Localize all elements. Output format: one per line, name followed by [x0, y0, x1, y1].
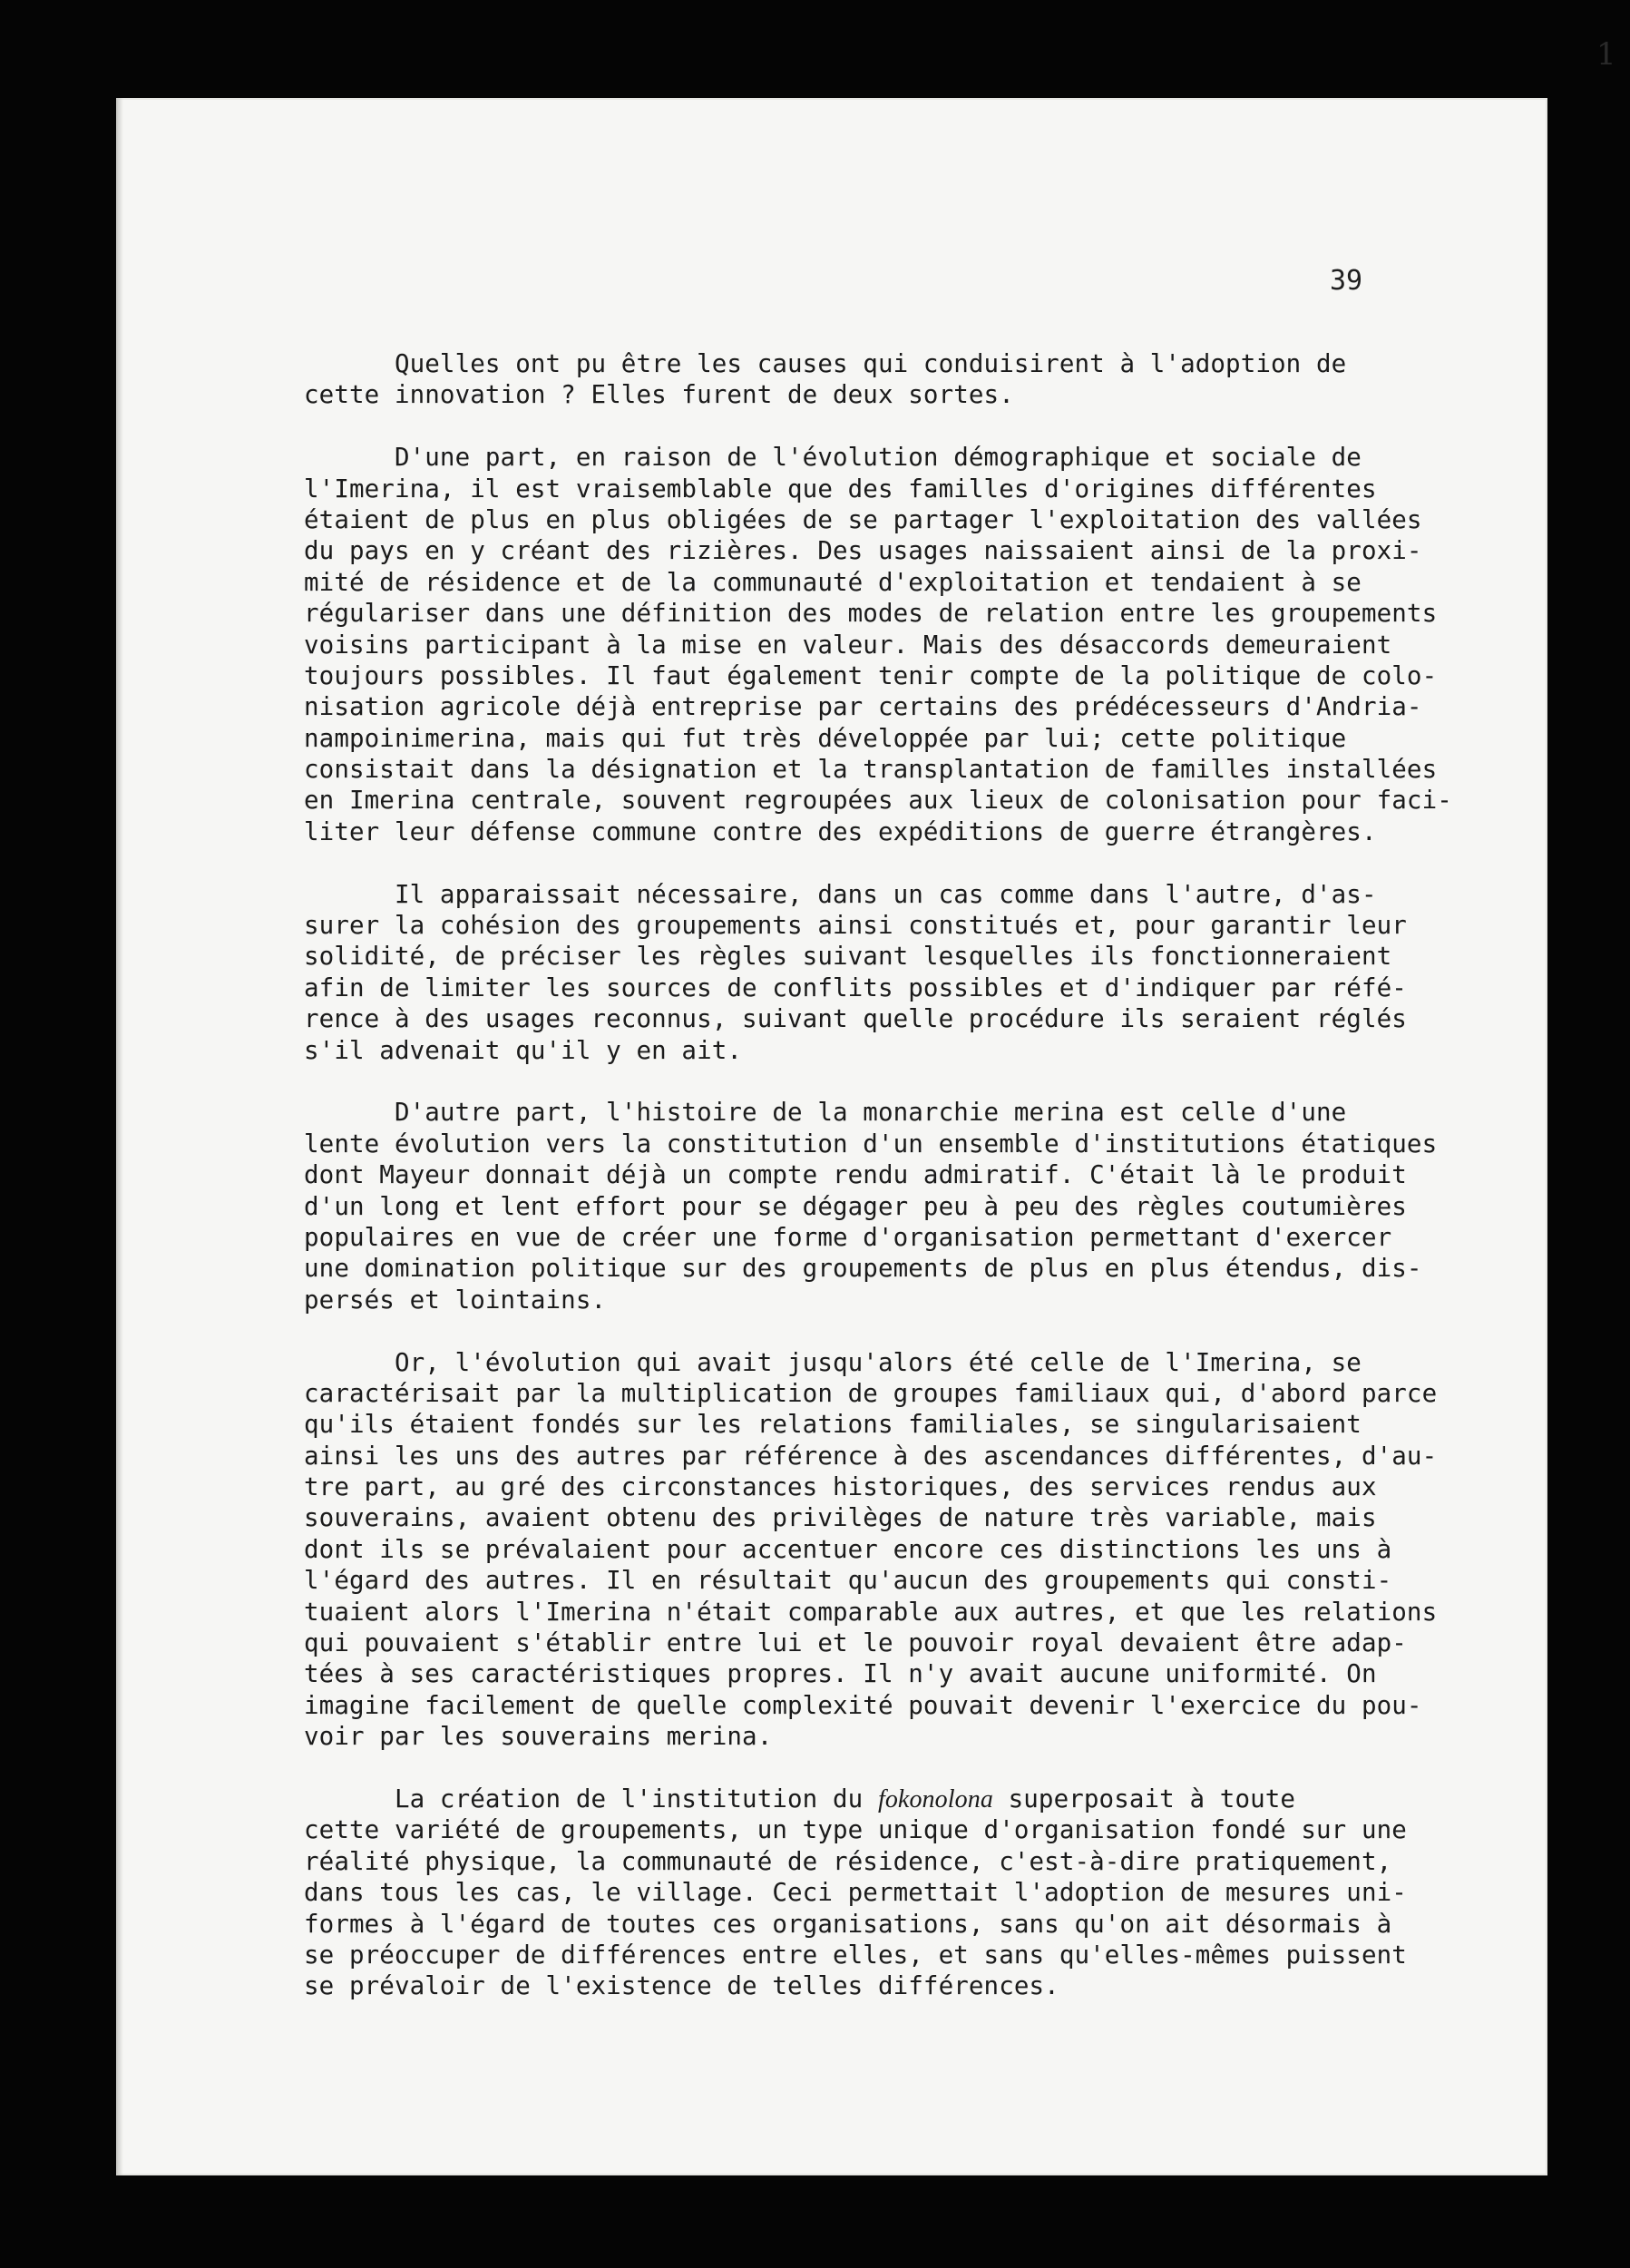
text-line: persés et lointains. — [304, 1285, 607, 1315]
text-line: l'égard des autres. Il en résultait qu'aucun des groupements qui consti- — [304, 1566, 1392, 1596]
text-line: l'Imerina, il est vraisemblable que des familles d'origines différentes — [304, 474, 1377, 503]
text-line: du pays en y créant des rizières. Des usages naissaient ainsi de la proxi- — [304, 536, 1422, 566]
paragraph-6 — [304, 1784, 1447, 2002]
text-line: dans tous les cas, le village. Ceci permettait l'adoption de mesures uni- — [304, 1878, 1407, 1908]
text-line: étaient de plus en plus obligées de se partager l'exploitation des vallées — [304, 504, 1422, 534]
page-number: 39 — [1330, 265, 1363, 297]
text-line: en Imerina centrale, souvent regroupées aux lieux de colonisation pour faci- — [304, 786, 1452, 816]
text-line: qu'ils étaient fondés sur les relations familiales, se singularisaient — [304, 1410, 1362, 1440]
text-line: cette variété de groupements, un type unique d'organisation fondé sur une — [304, 1815, 1407, 1845]
text-line: mité de résidence et de la communauté d'exploitation et tendaient à se — [304, 567, 1362, 597]
text-line: tées à ses caractéristiques propres. Il n'y avait aucune uniformité. On — [304, 1659, 1377, 1689]
text-line: Or, l'évolution qui avait jusqu'alors été celle de l'Imerina, se — [304, 1347, 1362, 1377]
text-line: solidité, de préciser les règles suivant lesquelles ils fonctionneraient — [304, 942, 1392, 972]
text-line: nampoinimerina, mais qui fut très développée par lui; cette politique — [304, 723, 1347, 753]
text-line: s'il advenait qu'il y en ait. — [304, 1035, 743, 1065]
text-line: tre part, au gré des circonstances historiques, des services rendus aux — [304, 1472, 1377, 1502]
text-line: tuaient alors l'Imerina n'était comparable aux autres, et que les relations — [304, 1597, 1438, 1627]
text-run: superposait à toute — [992, 1784, 1296, 1813]
text-line: régulariser dans une définition des modes de relation entre les groupements — [304, 599, 1438, 629]
text-line — [304, 1784, 1447, 1814]
text-line: Il apparaissait nécessaire, dans un cas comme dans l'autre, d'as- — [304, 879, 1377, 909]
paragraph-4 — [304, 1097, 1447, 1315]
text-line: dont Mayeur donnait déjà un compte rendu admiratif. C'était là le produit — [304, 1160, 1407, 1190]
corner-mark: 1 — [1596, 36, 1616, 73]
text-line: voisins participant à la mise en valeur. Mais des désaccords demeuraient — [304, 630, 1392, 660]
text-line: cette innovation ? Elles furent de deux sortes. — [304, 380, 1014, 410]
text-line: réalité physique, la communauté de résidence, c'est-à-dire pratiquement, — [304, 1846, 1392, 1876]
text-line: D'autre part, l'histoire de la monarchie merina est celle d'une — [304, 1098, 1347, 1128]
text-line: rence à des usages reconnus, suivant quelle procédure ils seraient réglés — [304, 1004, 1407, 1034]
text-run: La création de l'institution du — [304, 1784, 878, 1813]
text-line: D'une part, en raison de l'évolution démographique et sociale de — [304, 443, 1362, 473]
paragraph-1 — [304, 348, 1447, 411]
text-line: toujours possibles. Il faut également tenir compte de la politique de colo- — [304, 660, 1438, 690]
text-line: d'un long et lent effort pour se dégager peu à peu des règles coutumières — [304, 1191, 1407, 1221]
text-line: formes à l'égard de toutes ces organisations, sans qu'on ait désormais à — [304, 1909, 1392, 1939]
text-line: populaires en vue de créer une forme d'organisation permettant d'exercer — [304, 1222, 1392, 1252]
text-line: une domination politique sur des groupements de plus en plus étendus, dis- — [304, 1254, 1422, 1284]
text-line: imagine facilement de quelle complexité pouvait devenir l'exercice du pou- — [304, 1690, 1422, 1720]
text-line: voir par les souverains merina. — [304, 1722, 773, 1752]
text-line: caractérisait par la multiplication de groupes familiaux qui, d'abord parce — [304, 1378, 1438, 1408]
text-line: lente évolution vers la constitution d'un ensemble d'institutions étatiques — [304, 1129, 1438, 1158]
text-line: surer la cohésion des groupements ainsi constitués et, pour garantir leur — [304, 911, 1407, 941]
paragraph-3 — [304, 879, 1447, 1066]
text-line: liter leur défense commune contre des expéditions de guerre étrangères. — [304, 816, 1377, 846]
text-line: Quelles ont pu être les causes qui conduisirent à l'adoption de — [304, 349, 1347, 378]
text-line: afin de limiter les sources de conflits possibles et d'indiquer par réfé- — [304, 973, 1407, 1002]
italic-term: fokonolona — [877, 1784, 993, 1813]
text-line: se préoccuper de différences entre elles, et sans qu'elles-mêmes puissent — [304, 1940, 1407, 1970]
text-line: consistait dans la désignation et la transplantation de familles installées — [304, 755, 1438, 785]
body-text — [304, 348, 1452, 2002]
text-line: se prévaloir de l'existence de telles différences. — [304, 1971, 1059, 2001]
text-line: souverains, avaient obtenu des privilèges de nature très variable, mais — [304, 1503, 1377, 1533]
paragraph-2 — [304, 442, 1452, 847]
text-line: nisation agricole déjà entreprise par certains des prédécesseurs d'Andria- — [304, 692, 1422, 722]
paragraph-5 — [304, 1347, 1447, 1753]
page-edge-shadow — [116, 98, 123, 2175]
text-line: ainsi les uns des autres par référence à des ascendances différentes, d'au- — [304, 1441, 1438, 1471]
text-line: dont ils se prévalaient pour accentuer encore ces distinctions les uns à — [304, 1534, 1392, 1564]
text-line: qui pouvaient s'établir entre lui et le pouvoir royal devaient être adap- — [304, 1628, 1407, 1658]
